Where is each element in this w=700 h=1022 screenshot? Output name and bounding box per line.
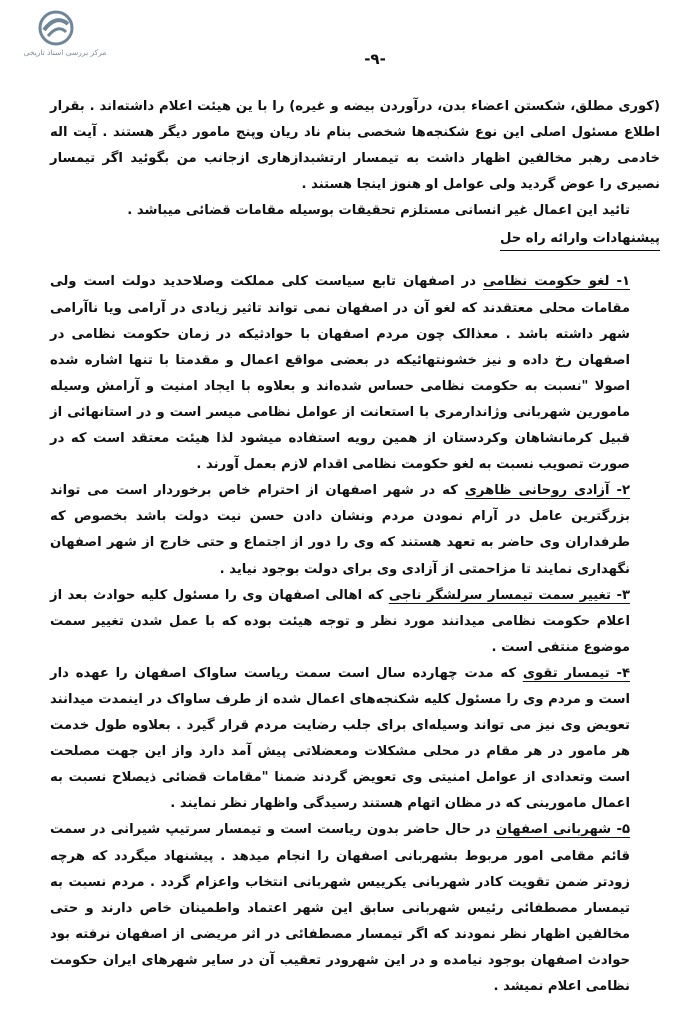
section-heading: پیشنهادات وارائه راه حل <box>500 228 660 251</box>
proposal-body: که مدت چهارده سال است سمت ریاست ساواک اصفهان را عهده دار است و مردم وی را مسئول کلیه شکنجه‌های اعمال شده از طرف ساواک در اینمدت میدانند تعویض وی نیز می تواند وسیله‌ای برای جلب رضایت مردم قرار گیرد . بعلاوه طول خدمت هر مامور در هر مقام در محلی مشکلات ومعضلاتی پیش آمد دارد واز این جهت مصلحت است وتعدادی از عوامل امنیتی وی تعویض گردند ضمنا "مقامات قضائی ذیصلاح نسبت به اعمال مامورینی که در مظان اتهام هستند رسیدگی واظهار نظر نمایند . <box>50 665 630 812</box>
proposal-item-3 <box>50 583 660 661</box>
proposal-item-1 <box>50 269 660 478</box>
archive-logo <box>6 10 124 64</box>
proposal-lead: ۲- آزادی روحانی ظاهری <box>464 483 630 499</box>
proposal-lead: ۱- لغو حکومت نظامی <box>482 274 630 290</box>
proposal-lead: ۴- تیمسار تقوی <box>522 665 631 681</box>
document-body <box>50 94 660 1000</box>
archive-institute-emblem-icon <box>36 10 76 46</box>
proposal-body: که در شهر اصفهان از احترام خاص برخوردار است می تواند بزرگترین عامل در آرام نمودن مردم ونشان دادن حسن نیت دولت باشد بخصوص که طرفداران وی حاضر به تعهد هستند که وی را دور از اجتماع و حتی خارج از شهر اصفهان نگهداری نمایند تا مزاحمتی از آزادی وی برای دولت بوجود نیاید . <box>50 483 630 577</box>
proposal-lead: ۵- شهربانی اصفهان <box>496 822 631 838</box>
proposal-item-2 <box>50 478 660 582</box>
proposal-body: در اصفهان تابع سیاست کلی مملکت وصلاحدید دولت است ولی مقامات محلی معتقدند که لغو آن در اصفهان نمی تواند تاثیر زیادی در آرامی ویا ناآرامی شهر داشته باشد . معذالک چون مردم اصفهان با حوادثیکه در زمان حکومت نظامی در اصفهان رخ داده و نیز خشونتهائیکه در بعضی مواقع اعمال و مقدمتا با تنها اشاره شده اصولا "نسبت به حکومت نظامی حساس شده‌اند و بعلاوه با ایجاد امنیت و آرامش وسیله مامورین شهربانی وژاندارمری با استعانت از عوامل نظامی میسر است و در استانهائی از قبیل کرمانشاهان وکردستان از همین رویه استفاده میشود لذا هیئت معتقد است که در صورت تصویب نسبت به لغو حکومت نظامی اقدام لازم بعمل آورند . <box>50 274 630 473</box>
page-number: -۹- <box>364 50 386 68</box>
proposal-body: در حال حاضر بدون ریاست است و تیمسار سرتیپ شیرانی در سمت قائم مقامی امور مربوط بشهربانی اصفهان را انجام میدهد . پیشنهاد میگردد که هرچه زودتر ضمن تقویت کادر شهربانی یکرییس شهربانی انتخاب واعزام گردد . مردم نسبت به تیمسار مصطفائی رئیس شهربانی سابق این شهر اعتماد واطمینان خاص دارند و حتی مخالفین اظهار نظر نمودند که اگر تیمسار مصطفائی در اثر مریضی از اصفهان نرفته بود حوادث اصفهان بوجود نیامده و در این شهرودر تعقیب آن در سایر شهرهای ایران حکومت نظامی اعلام نمیشد . <box>50 822 630 994</box>
proposal-item-5 <box>50 817 660 1000</box>
intro-paragraph: تائید این اعمال غیر انسانی مستلزم تحقیقات بوسیله مقامات قضائی میباشد . <box>127 203 630 219</box>
intro-paragraph: (کوری مطلق، شکستن اعضاء بدن، درآوردن بیضه و غیره) را با ین هیئت اعلام داشته‌اند . بقرار اطلاع مسئول اصلی این نوع شکنجه‌ها شخصی بنام ناد ریان وپنج مامور دیگر هستند . آیت اله خادمی رهبر مخالفین اظهار داشت به تیمسار ارتشبدازهاری ازجانب من بگوئید اگر تیمسار نصیری را عوض گردید ولی عوامل او هنوز اینجا هستند . <box>50 99 660 193</box>
proposal-item-4 <box>50 661 660 818</box>
proposal-lead: ۳- تغییر سمت تیمسار سرلشگر ناجی <box>388 587 630 603</box>
archive-logo-text: مرکز بررسی اسناد تاریخی <box>23 48 107 57</box>
proposal-body: که اهالی اصفهان وی را مسئول کلیه حوادث بعد از اعلام حکومت نظامی میدانند مورد نظر و توجه هیئت بوده که با عمل شدن تغییر سمت موضوع منتفی است . <box>50 587 630 655</box>
